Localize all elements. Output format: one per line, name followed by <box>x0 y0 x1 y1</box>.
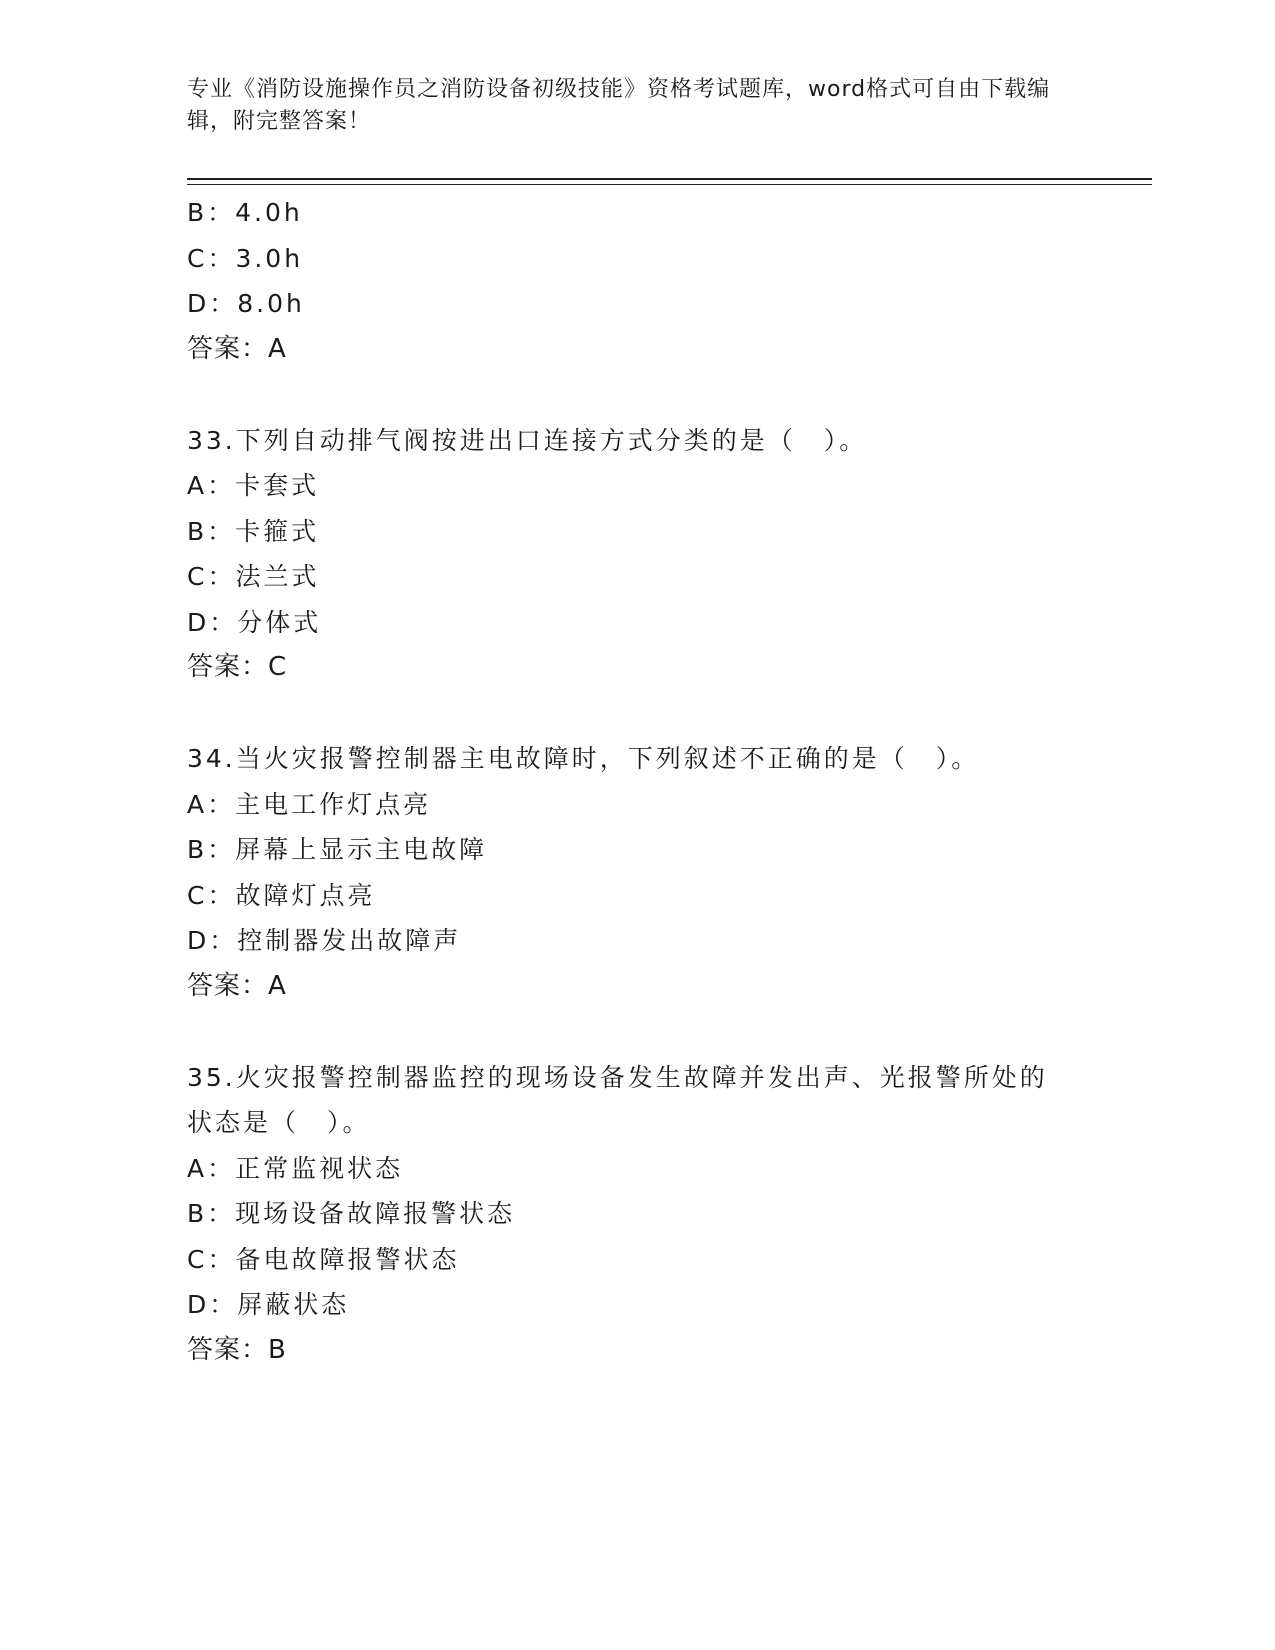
option-c: C：法兰式 <box>187 562 320 591</box>
question-block-33 <box>187 418 1152 691</box>
option-a: A：正常监视状态 <box>187 1153 404 1183</box>
question-stem: 34.当火灾报警控制器主电故障时，下列叙述不正确的是（ ）。 <box>187 744 980 773</box>
option-a: A：卡套式 <box>187 471 320 500</box>
option-c: C：备电故障报警状态 <box>187 1244 460 1274</box>
header-divider-thick <box>187 178 1152 180</box>
option-b: B：4.0h <box>187 198 303 227</box>
answer-line: 答案：C <box>187 652 288 682</box>
option-c: C：故障灯点亮 <box>187 880 376 910</box>
option-d: D：8.0h <box>187 289 305 318</box>
question-block-34 <box>187 736 1152 1009</box>
option-b: B：现场设备故障报警状态 <box>187 1199 516 1228</box>
answer-line: 答案：B <box>187 1334 287 1365</box>
question-block-35 <box>187 1055 1152 1374</box>
question-stem: 35.火灾报警控制器监控的现场设备发生故障并发出声、光报警所处的状态是（ ）。 <box>187 1062 1048 1137</box>
question-stem: 33.下列自动排气阀按进出口连接方式分类的是（ ）。 <box>187 425 868 455</box>
option-b: B：卡箍式 <box>187 516 320 546</box>
spacer <box>187 372 1152 418</box>
spacer <box>187 1009 1152 1055</box>
option-c: C：3.0h <box>187 243 304 273</box>
option-d: D：屏蔽状态 <box>187 1290 350 1319</box>
answer-line: 答案：A <box>187 970 287 1001</box>
answer-line: 答案：A <box>187 333 287 364</box>
header-divider-thin <box>187 184 1152 185</box>
previous-question-block <box>187 190 1152 372</box>
option-b: B：屏幕上显示主电故障 <box>187 835 488 864</box>
question-content <box>187 190 1152 1373</box>
document-header: 专业《消防设施操作员之消防设备初级技能》资格考试题库，word格式可自由下载编辑，附完整答案！ <box>187 77 1051 134</box>
option-d: D：分体式 <box>187 607 322 637</box>
option-d: D：控制器发出故障声 <box>187 926 462 955</box>
option-a: A：主电工作灯点亮 <box>187 789 432 819</box>
spacer <box>187 691 1152 737</box>
